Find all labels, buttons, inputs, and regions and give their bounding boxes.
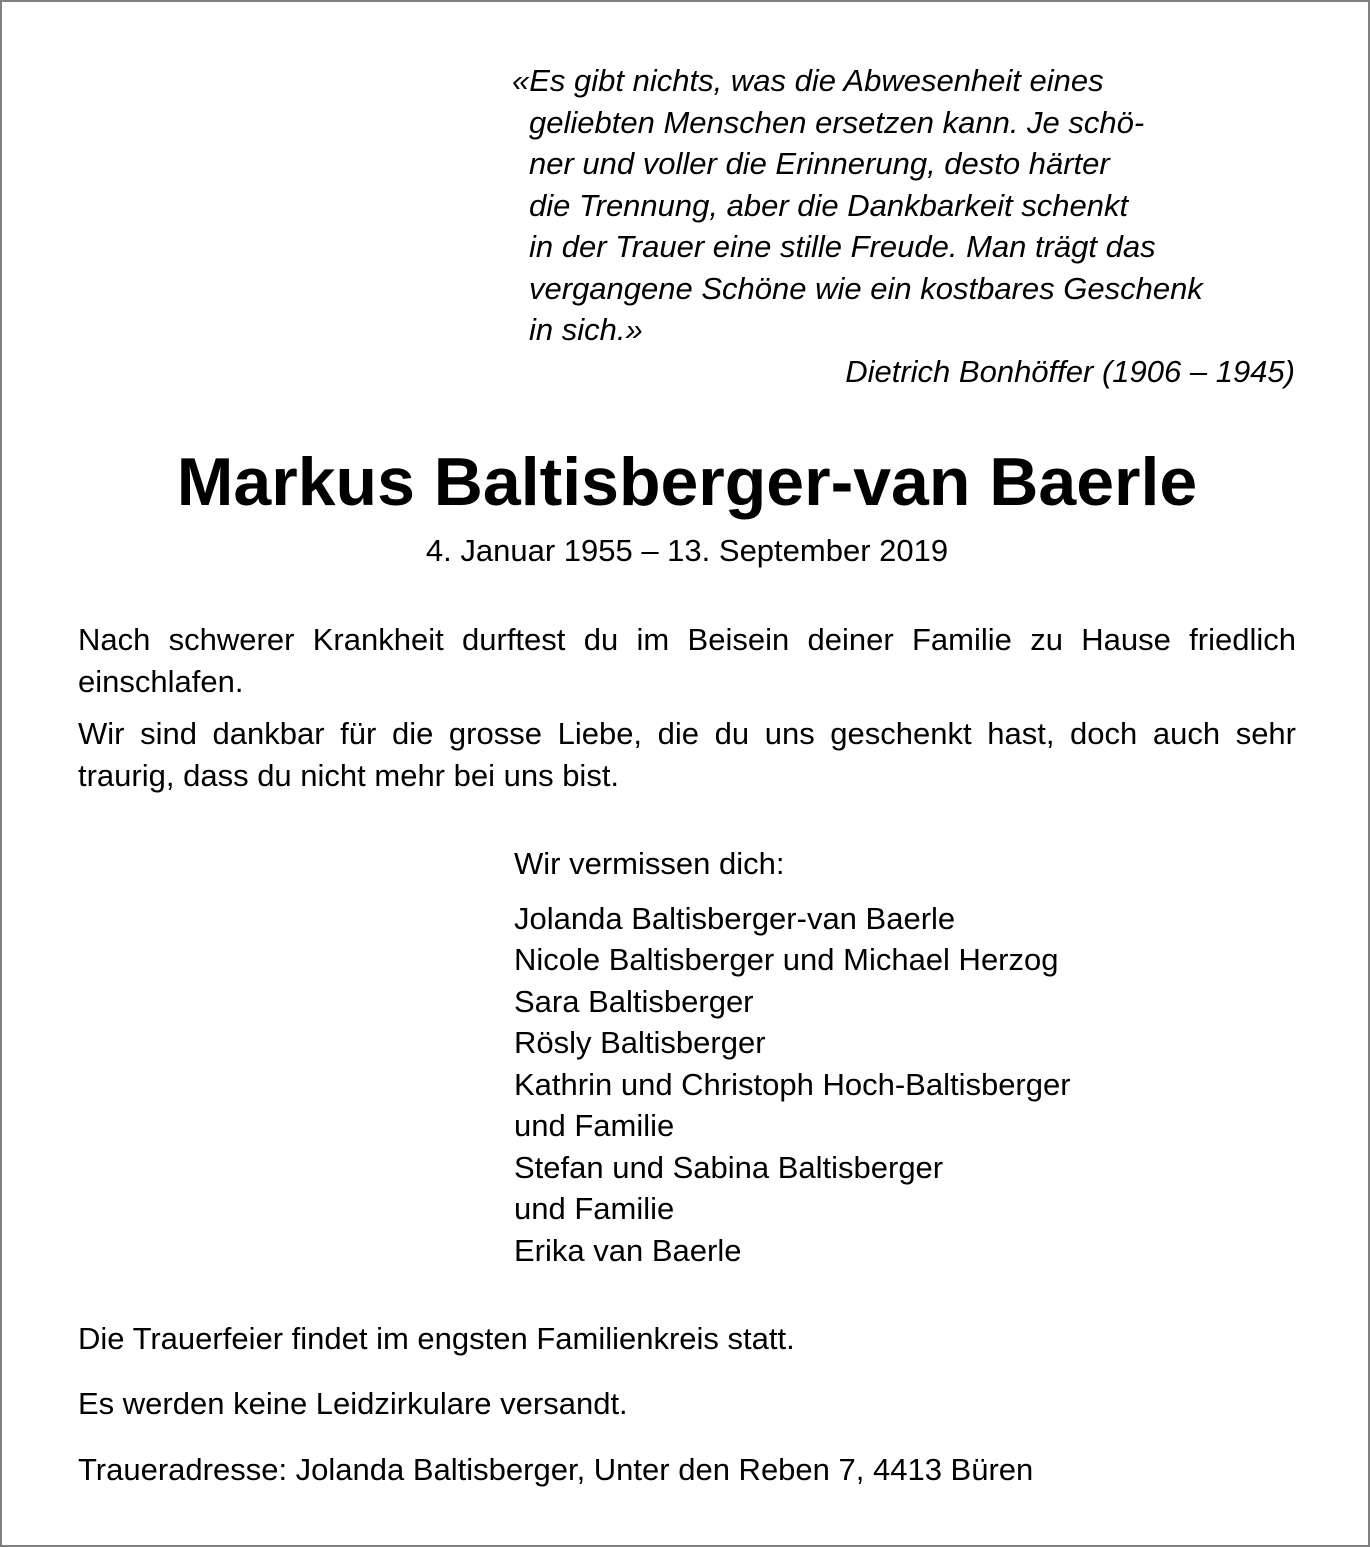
mourners-heading: Wir vermissen dich: bbox=[514, 846, 785, 881]
mourner-name: Nicole Baltisberger und Michael Herzog bbox=[514, 942, 1059, 977]
quote-author: Dietrich Bonhöffer (1906 – 1945) bbox=[845, 354, 1295, 389]
mourner-name: Stefan und Sabina Baltisberger bbox=[514, 1149, 944, 1185]
quote-line: die Trennung, aber die Dankbarkeit schenkt bbox=[529, 187, 1129, 223]
deceased-name: Markus Baltisberger-van Baerle bbox=[176, 444, 1198, 520]
circulars-notice: Es werden keine Leidzirkulare versandt. bbox=[78, 1386, 628, 1421]
mourner-name: Rösly Baltisberger bbox=[514, 1025, 766, 1060]
quote-line: «Es gibt nichts, was die Abwesenheit eines bbox=[512, 63, 1104, 98]
mourner-name: und Familie bbox=[514, 1108, 675, 1143]
ceremony-notice: Die Trauerfeier findet im engsten Familienkreis statt. bbox=[78, 1321, 795, 1356]
quote-line: ner und voller die Erinnerung, desto härter bbox=[529, 146, 1110, 181]
mourning-address: Traueradresse: Jolanda Baltisberger, Unter den Reben 7, 4413 Büren bbox=[78, 1452, 1034, 1487]
quote-line: in der Trauer eine stille Freude. Man trägt das bbox=[529, 229, 1156, 264]
quote-line: in sich.» bbox=[529, 312, 643, 347]
quote-line: vergangene Schöne wie ein kostbares Geschenk bbox=[529, 270, 1203, 306]
life-dates: 4. Januar 1955 – 13. September 2019 bbox=[425, 533, 949, 568]
message-paragraph: Wir sind dankbar für die grosse Liebe, die du uns geschenkt hast, doch auch sehr traurig, dass du nicht mehr bei uns bist. bbox=[78, 716, 1296, 793]
mourner-name: Jolanda Baltisberger-van Baerle bbox=[514, 900, 956, 936]
mourner-name: Erika van Baerle bbox=[514, 1232, 742, 1268]
mourner-name: und Familie bbox=[514, 1191, 675, 1226]
mourner-name: Kathrin und Christoph Hoch-Baltisberger bbox=[514, 1066, 1071, 1102]
quote-line: geliebten Menschen ersetzen kann. Je schö- bbox=[529, 104, 1145, 140]
quote-block bbox=[512, 60, 1302, 351]
mourner-name: Sara Baltisberger bbox=[514, 983, 754, 1019]
mourners-list bbox=[514, 843, 1071, 1271]
message-paragraph: Nach schwerer Krankheit durftest du im Beisein deiner Familie zu Hause friedlich einschlafen. bbox=[78, 622, 1296, 699]
